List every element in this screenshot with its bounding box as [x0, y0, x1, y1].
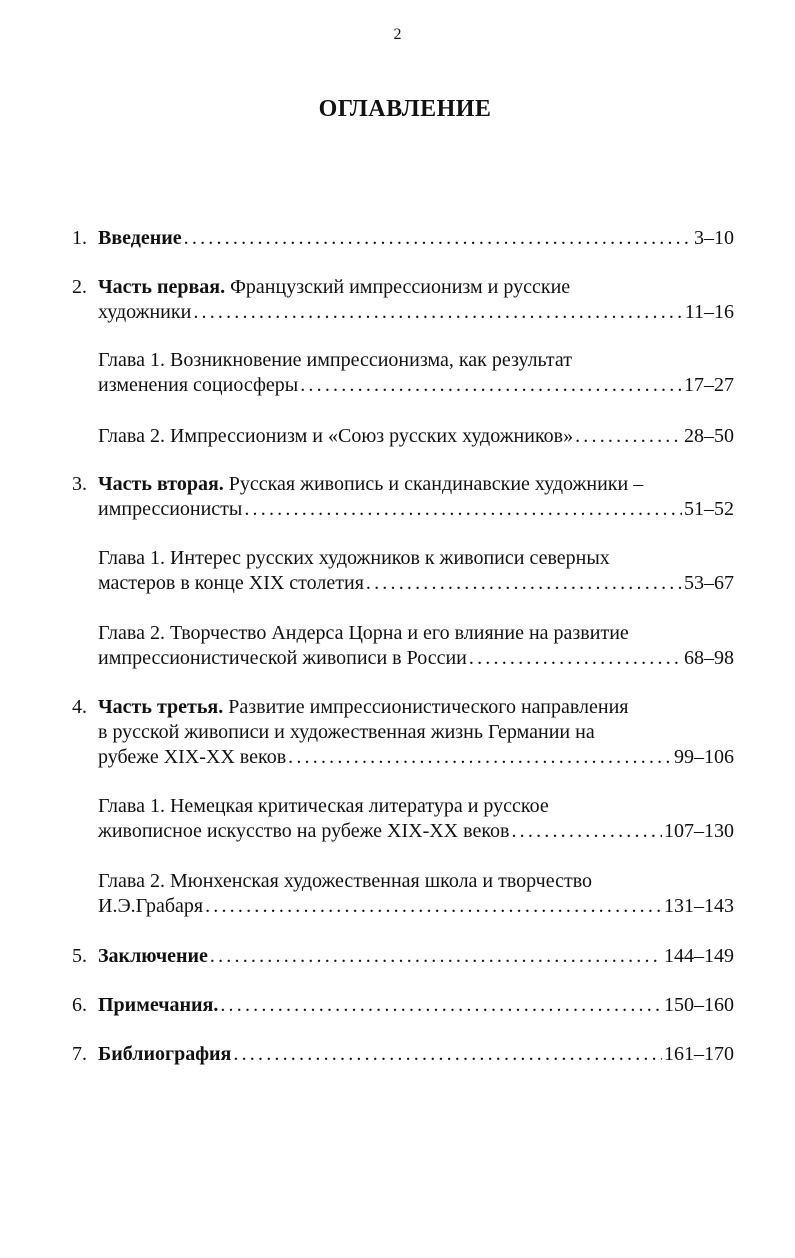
toc-entry [72, 794, 734, 844]
entry-pages: 28–50 [684, 425, 734, 447]
entry-text: Французский импрессионизм и русские [225, 276, 571, 298]
entry-text: в русской живописи и художественная жизнь Германии на [98, 721, 595, 743]
dot-leader [193, 300, 682, 325]
entry-number: 4. [72, 696, 87, 718]
entry-pages: 144–149 [664, 945, 734, 967]
toc-entry [72, 993, 734, 1018]
dot-leader [210, 944, 662, 969]
dot-leader [469, 646, 682, 671]
entry-text: мастеров в конце XIX столетия [98, 572, 364, 594]
dot-leader [244, 497, 682, 522]
toc-entry [72, 424, 734, 449]
entry-text: Глава 1. Интерес русских художников к живописи северных [98, 547, 610, 569]
entry-heading: Часть первая. [98, 276, 226, 298]
toc-entry [72, 944, 734, 969]
entry-number: 5. [72, 945, 87, 967]
entry-number: 6. [72, 994, 87, 1016]
entry-pages: 51–52 [684, 498, 734, 520]
entry-heading: Часть третья. [98, 696, 224, 718]
page-title: ОГЛАВЛЕНИЕ [318, 96, 492, 122]
entry-pages: 131–143 [664, 895, 734, 917]
entry-text: изменения социосферы [98, 374, 299, 396]
entry-text: Глава 2. Мюнхенская художественная школа и творчество [98, 870, 593, 892]
entry-text: Развитие импрессионистического направления [223, 696, 629, 718]
entry-pages: 3–10 [694, 227, 734, 249]
toc-entry [72, 869, 734, 919]
entry-number: 1. [72, 227, 87, 249]
dot-leader [205, 894, 662, 919]
dot-leader [366, 571, 682, 596]
toc-entry [72, 1042, 734, 1067]
page-number: 2 [393, 26, 402, 43]
dot-leader [575, 424, 682, 449]
entry-pages: 107–130 [664, 820, 734, 842]
toc-entry [72, 695, 734, 770]
dot-leader [511, 819, 662, 844]
dot-leader [288, 745, 672, 770]
entry-text: Глава 1. Возникновение импрессионизма, как результат [98, 349, 572, 371]
toc-entry [72, 472, 734, 522]
entry-heading: Примечания. [98, 994, 219, 1016]
entry-text: импрессионисты [98, 498, 243, 520]
toc-entry [72, 348, 734, 398]
entry-text: художники [98, 301, 192, 323]
entry-pages: 161–170 [664, 1043, 734, 1065]
entry-number: 7. [72, 1043, 87, 1065]
entry-text: Глава 2. Импрессионизм и «Союз русских художников» [98, 425, 574, 447]
entry-heading: Библиография [98, 1043, 232, 1065]
entry-text: Глава 1. Немецкая критическая литература и русское [98, 795, 549, 817]
toc-entry [72, 226, 734, 251]
entry-number: 3. [72, 473, 87, 495]
entry-text: живописное искусство на рубеже XIX-XX веков [98, 820, 510, 842]
dot-leader [233, 1042, 662, 1067]
dot-leader [220, 993, 662, 1018]
toc-entry [72, 546, 734, 596]
entry-pages: 150–160 [664, 994, 734, 1016]
dot-leader [300, 373, 682, 398]
toc-entry [72, 621, 734, 671]
entry-number: 2. [72, 276, 87, 298]
entry-pages: 53–67 [684, 572, 734, 594]
entry-pages: 17–27 [684, 374, 734, 396]
entry-heading: Заключение [98, 945, 208, 967]
dot-leader [184, 226, 692, 251]
entry-text: рубеже XIX-XX веков [98, 746, 287, 768]
entry-heading: Введение [98, 227, 182, 249]
entry-pages: 68–98 [684, 647, 734, 669]
entry-pages: 11–16 [684, 301, 734, 323]
entry-text: И.Э.Грабаря [98, 895, 204, 917]
entry-text: импрессионистической живописи в России [98, 647, 467, 669]
entry-heading: Часть вторая. [98, 473, 224, 495]
entry-text: Русская живопись и скандинавские художники – [223, 473, 644, 495]
entry-pages: 99–106 [674, 746, 734, 768]
entry-text: Глава 2. Творчество Андерса Цорна и его влияние на развитие [98, 622, 629, 644]
toc-entry [72, 275, 734, 325]
